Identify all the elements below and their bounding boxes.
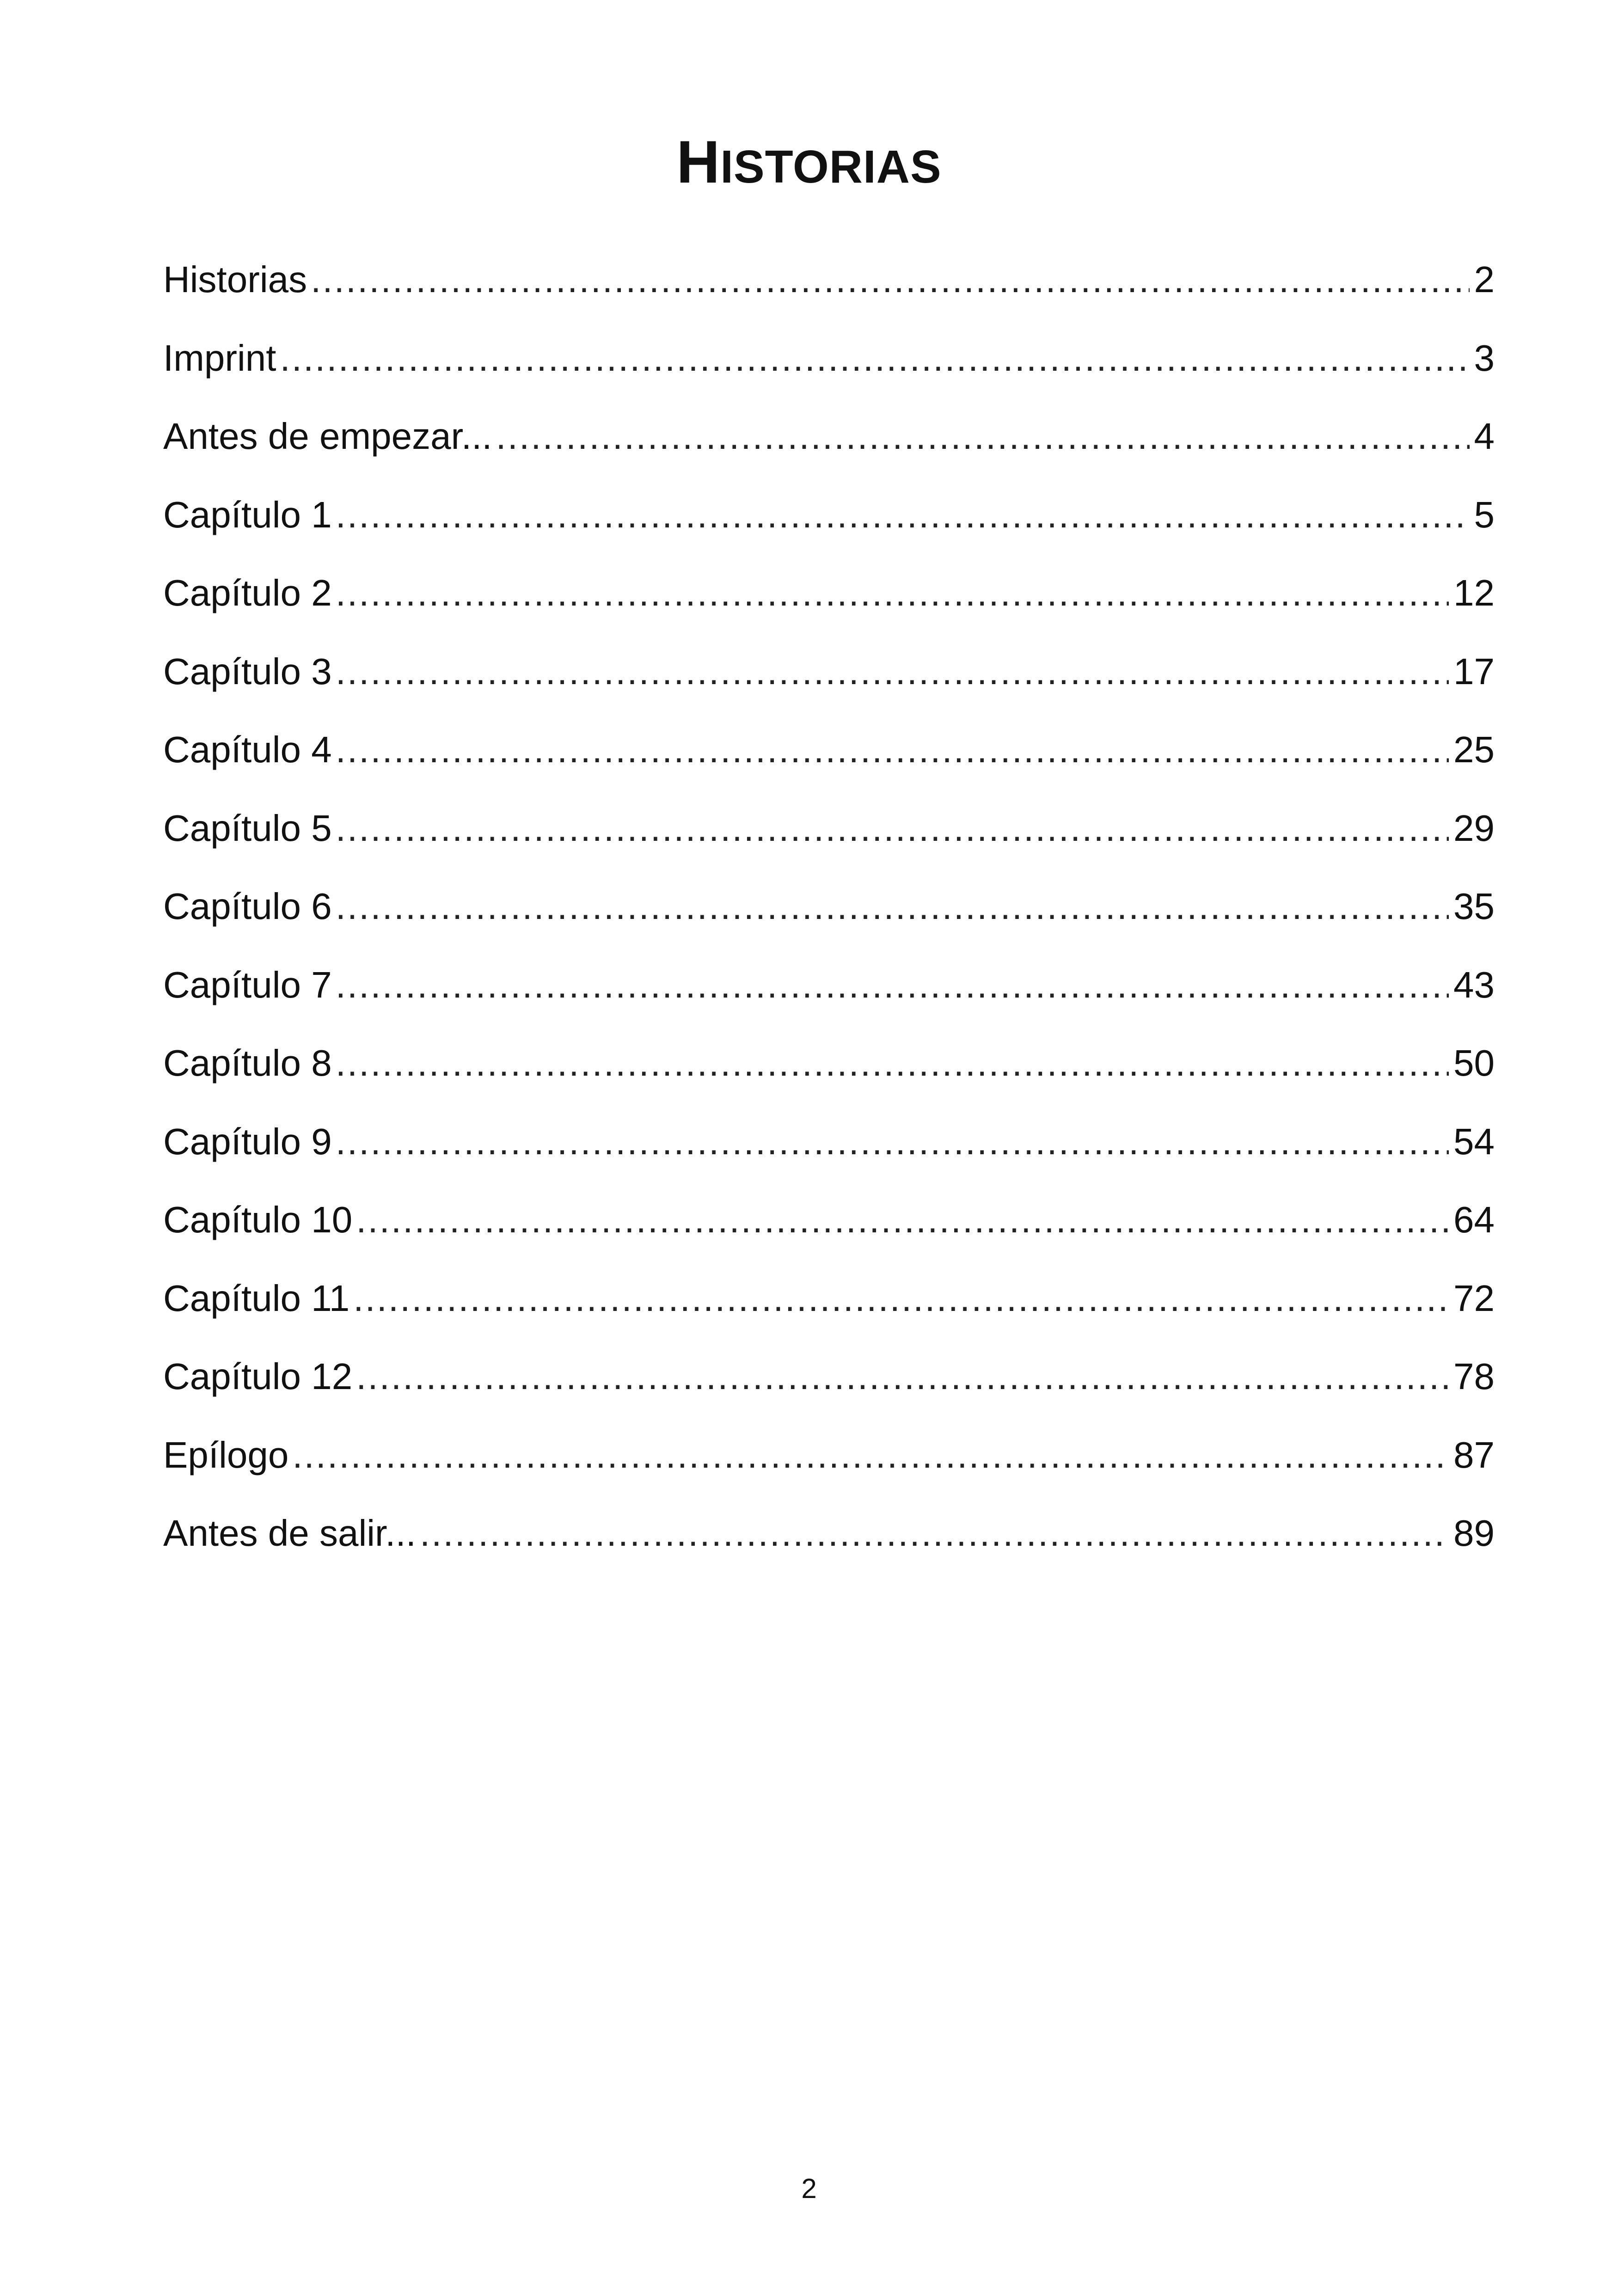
toc-entry-label: Capítulo 12 <box>163 1356 353 1397</box>
toc-entry-leader <box>420 1506 1449 1561</box>
toc-entry-label: Historias <box>163 259 307 300</box>
toc-entry-leader <box>336 879 1449 934</box>
toc-entry-page: 89 <box>1453 1512 1495 1554</box>
toc-entry-page: 3 <box>1474 337 1495 379</box>
toc-entry-leader <box>336 565 1449 621</box>
toc-entry-label: Capítulo 4 <box>163 729 332 770</box>
toc-entry-label: Capítulo 11 <box>163 1277 350 1319</box>
page-title-rest: ISTORIAS <box>720 141 942 193</box>
toc-entry-page: 35 <box>1453 886 1495 927</box>
toc-entry-page: 78 <box>1453 1356 1495 1397</box>
toc-entry[interactable] <box>163 1035 1495 1114</box>
toc-entry-page: 25 <box>1453 729 1495 770</box>
toc-entry-page: 72 <box>1453 1277 1495 1319</box>
page-title <box>0 125 1618 204</box>
toc-entry-leader <box>336 1035 1449 1091</box>
toc-entry[interactable] <box>163 409 1495 487</box>
toc-entry-page: 17 <box>1453 650 1495 692</box>
toc-entry[interactable] <box>163 644 1495 722</box>
toc-entry-page: 87 <box>1453 1434 1495 1476</box>
toc-entry-leader <box>280 331 1470 386</box>
toc-entry-label: Imprint <box>163 337 276 379</box>
toc-entry-leader <box>356 1192 1449 1248</box>
toc-entry-page: 12 <box>1453 572 1495 613</box>
toc-entry[interactable] <box>163 879 1495 957</box>
toc-entry-page: 54 <box>1453 1120 1495 1162</box>
toc-entry[interactable] <box>163 252 1495 331</box>
toc-entry-label: Capítulo 6 <box>163 886 332 927</box>
toc-entry-page: 43 <box>1453 964 1495 1005</box>
toc-entry-leader <box>356 1349 1449 1404</box>
toc-entry-label: Capítulo 3 <box>163 650 332 692</box>
toc-entry-label: Capítulo 10 <box>163 1199 353 1240</box>
toc-entry[interactable] <box>163 801 1495 879</box>
toc-entry-leader <box>311 252 1469 307</box>
toc-entry-page: 29 <box>1453 807 1495 849</box>
toc-entry[interactable] <box>163 1271 1495 1349</box>
toc-entry[interactable] <box>163 722 1495 801</box>
toc-entry[interactable] <box>163 331 1495 409</box>
toc-entry-leader <box>336 801 1449 856</box>
toc-entry-label: Capítulo 5 <box>163 807 332 849</box>
toc-entry-leader <box>353 1271 1449 1326</box>
toc-entry-label: Antes de empezar... <box>163 416 492 457</box>
toc-entry[interactable] <box>163 1506 1495 1584</box>
toc-entry-leader <box>336 487 1470 543</box>
toc-entry[interactable] <box>163 1349 1495 1427</box>
toc-entry-leader <box>496 409 1470 464</box>
toc-entry-page: 50 <box>1453 1042 1495 1084</box>
table-of-contents <box>163 252 1495 1584</box>
toc-entry-leader <box>336 722 1449 778</box>
toc-entry-page: 64 <box>1453 1199 1495 1240</box>
toc-entry-label: Capítulo 8 <box>163 1042 332 1084</box>
toc-entry-leader <box>336 644 1449 699</box>
page-title-initial: H <box>676 128 721 196</box>
toc-entry-page: 4 <box>1474 416 1495 457</box>
toc-entry-label: Capítulo 1 <box>163 494 332 535</box>
toc-entry-label: Antes de salir... <box>163 1512 416 1554</box>
toc-entry[interactable] <box>163 1427 1495 1506</box>
toc-entry[interactable] <box>163 1114 1495 1193</box>
toc-entry-label: Capítulo 7 <box>163 964 332 1005</box>
toc-entry-leader <box>292 1427 1449 1483</box>
toc-entry-label: Capítulo 2 <box>163 572 332 613</box>
toc-entry-page: 5 <box>1474 494 1495 535</box>
toc-entry[interactable] <box>163 487 1495 566</box>
page-number: 2 <box>801 2173 817 2204</box>
toc-entry-label: Epílogo <box>163 1434 289 1476</box>
toc-entry[interactable] <box>163 1192 1495 1271</box>
toc-entry-leader <box>336 1114 1449 1169</box>
toc-entry-label: Capítulo 9 <box>163 1120 332 1162</box>
toc-entry[interactable] <box>163 957 1495 1036</box>
toc-entry[interactable] <box>163 565 1495 644</box>
toc-entry-leader <box>336 957 1449 1013</box>
toc-entry-page: 2 <box>1474 259 1495 300</box>
